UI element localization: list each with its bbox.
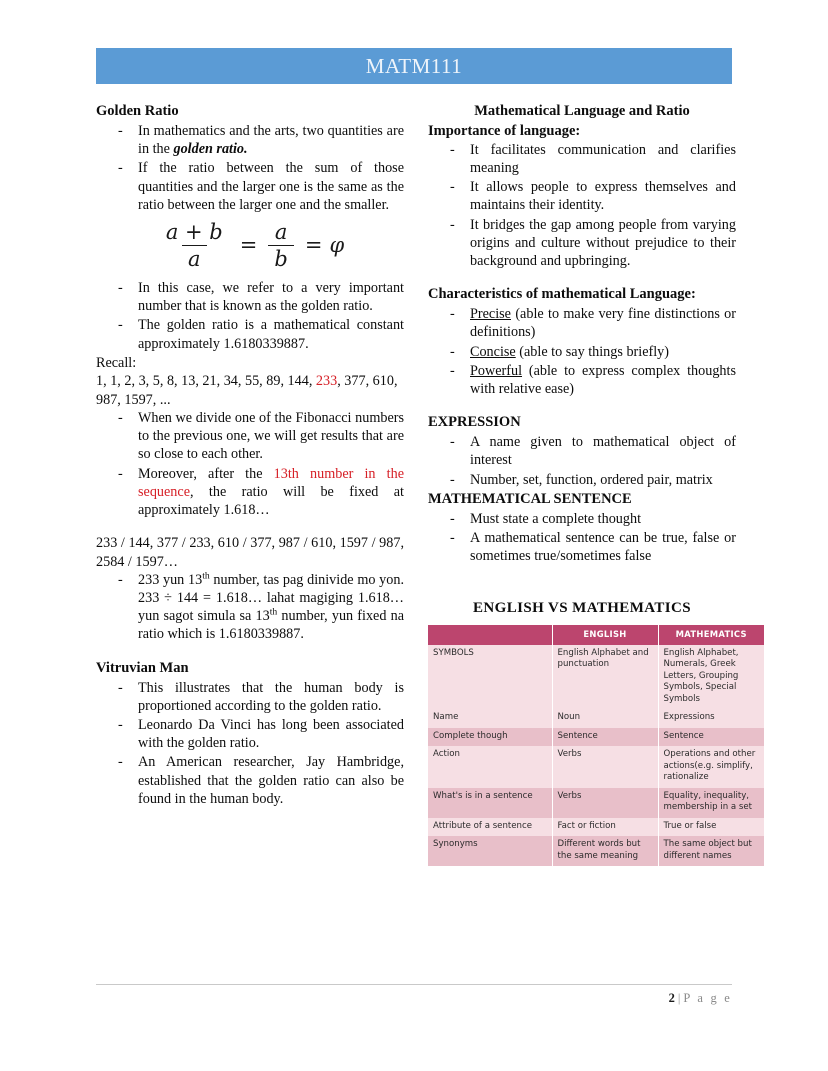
footer-page-word: P a g e bbox=[683, 991, 732, 1005]
bullet-text: In mathematics and the arts, two quantities are in the bbox=[138, 123, 404, 158]
table-cell-english: Different words but the same meaning bbox=[552, 836, 658, 866]
bullet-text-after: , the ratio will be fixed at approximately 1.618… bbox=[138, 483, 404, 518]
page-footer bbox=[96, 984, 732, 1006]
golden-ratio-formula bbox=[96, 220, 404, 271]
page-title: MATM111 bbox=[365, 53, 463, 78]
table-cell-label: Action bbox=[428, 746, 552, 788]
list-item: - Number, set, function, ordered pair, matrix bbox=[428, 471, 736, 489]
sequence-after: , 377, 610, 987, 1597, ... bbox=[96, 373, 398, 408]
two-column-body bbox=[96, 102, 756, 866]
spacer bbox=[428, 566, 736, 586]
list-item: - In this case, we refer to a very important number that is known as the golden ratio. bbox=[96, 279, 404, 315]
table-header-blank bbox=[428, 625, 552, 644]
list-item: - Leonardo Da Vinci has long been associated with the golden ratio. bbox=[96, 716, 404, 752]
vitruvian-bullets bbox=[96, 679, 404, 808]
table-cell-english: Verbs bbox=[552, 746, 658, 788]
list-item: - It bridges the gap among people from varying origins and culture without prejudice to their background and upbringing. bbox=[428, 216, 736, 271]
table-header-mathematics: MATHEMATICS bbox=[658, 625, 764, 644]
recall-label: Recall: bbox=[96, 354, 137, 371]
bullet-text: If the ratio between the sum of those quantities and the larger one is the same as the ratio between the larger one and the smaller. bbox=[138, 160, 404, 213]
table-cell-mathematics: True or false bbox=[658, 818, 764, 837]
fraction-denominator: a bbox=[182, 245, 207, 271]
table-cell-english: Verbs bbox=[552, 788, 658, 818]
term-precise: Precise bbox=[470, 306, 511, 323]
spacer bbox=[96, 520, 404, 534]
table-cell-label: Attribute of a sentence bbox=[428, 818, 552, 837]
term-powerful: Powerful bbox=[470, 362, 523, 379]
note-part-1: 233 yun 13 bbox=[138, 571, 203, 588]
table-cell-label: SYMBOLS bbox=[428, 645, 552, 710]
sequence-highlight-233: 233 bbox=[315, 373, 338, 390]
tagalog-explanation-list bbox=[96, 571, 404, 644]
table-cell-mathematics: Sentence bbox=[658, 728, 764, 747]
list-item: - This illustrates that the human body is proportioned according to the golden ratio. bbox=[96, 679, 404, 715]
fraction-a-plus-b-over-a bbox=[160, 220, 229, 271]
table-cell-label: Synonyms bbox=[428, 836, 552, 866]
equals-sign: = bbox=[239, 233, 258, 258]
list-item bbox=[428, 362, 736, 398]
term-description: (able to say things briefly) bbox=[515, 343, 669, 360]
fraction-numerator: a bbox=[274, 219, 288, 244]
table-row bbox=[428, 746, 764, 788]
table-cell-english: English Alphabet and punctuation bbox=[552, 645, 658, 710]
footer-separator: | bbox=[677, 991, 681, 1005]
fibonacci-sequence bbox=[96, 372, 404, 409]
bullet-highlight-13th-number: 13th number in the sequence bbox=[138, 465, 404, 500]
list-item bbox=[96, 465, 404, 520]
bullet-text-before: Moreover, after the bbox=[138, 465, 274, 482]
table-row bbox=[428, 645, 764, 710]
heading-characteristics-of-mathematical-language: Characteristics of mathematical Language: bbox=[428, 286, 696, 303]
note-part-3: number, yun fixed na ratio which is 1.6180339887. bbox=[138, 608, 404, 643]
table-cell-mathematics: Expressions bbox=[658, 709, 764, 728]
term-description: (able to make very fine distinctions or definitions) bbox=[470, 306, 736, 341]
term-concise: Concise bbox=[470, 343, 516, 360]
heading-vitruvian-man: Vitruvian Man bbox=[96, 659, 189, 676]
table-header-row bbox=[428, 625, 764, 644]
list-item bbox=[428, 305, 736, 341]
heading-expression: EXPRESSION bbox=[428, 414, 521, 431]
list-item: - It facilitates communication and clarifies meaning bbox=[428, 141, 736, 177]
list-item: - An American researcher, Jay Hambridge, established that the golden ratio can also be found in the human body. bbox=[96, 753, 404, 808]
table-header-english: ENGLISH bbox=[552, 625, 658, 644]
expression-bullets bbox=[428, 433, 736, 489]
spacer bbox=[428, 586, 736, 600]
table-row bbox=[428, 836, 764, 866]
table-cell-english: Sentence bbox=[552, 728, 658, 747]
table-cell-english: Noun bbox=[552, 709, 658, 728]
note-part-2: number, tas pag dinivide mo yon. 233 ÷ 144 = 1.618… lahat magiging 1.618… yun sagot simula sa 13 bbox=[138, 571, 404, 625]
table-cell-label: What's is in a sentence bbox=[428, 788, 552, 818]
heading-mathematical-language-and-ratio: Mathematical Language and Ratio bbox=[474, 103, 690, 119]
list-item: - Must state a complete thought bbox=[428, 510, 736, 528]
table-row bbox=[428, 709, 764, 728]
list-item bbox=[96, 122, 404, 158]
bullet-emphasis: golden ratio. bbox=[173, 141, 248, 158]
list-item bbox=[96, 159, 404, 214]
right-column bbox=[428, 102, 756, 866]
characteristics-bullets bbox=[428, 305, 736, 398]
sequence-before: 1, 1, 2, 3, 5, 8, 13, 21, 34, 55, 89, 144, bbox=[96, 373, 316, 390]
list-item: - The golden ratio is a mathematical constant approximately 1.6180339887. bbox=[96, 316, 404, 352]
heading-golden-ratio: Golden Ratio bbox=[96, 103, 179, 119]
table-cell-label: Name bbox=[428, 709, 552, 728]
list-item: - It allows people to express themselves and maintains their identity. bbox=[428, 178, 736, 214]
table-cell-mathematics: Equality, inequality, membership in a set bbox=[658, 788, 764, 818]
table-cell-mathematics: Operations and other actions(e.g. simplify, rationalize bbox=[658, 746, 764, 788]
spacer bbox=[428, 399, 736, 413]
spacer bbox=[96, 645, 404, 659]
table-cell-mathematics: English Alphabet, Numerals, Greek Letters, Grouping Symbols, Special Symbols bbox=[658, 645, 764, 710]
table-cell-mathematics: The same object but different names bbox=[658, 836, 764, 866]
table-cell-label: Complete though bbox=[428, 728, 552, 747]
importance-of-language-bullets bbox=[428, 141, 736, 270]
spacer bbox=[428, 271, 736, 285]
list-item bbox=[96, 571, 404, 644]
term-description: (able to express complex thoughts with relative ease) bbox=[470, 362, 736, 397]
fraction-numerator: a + b bbox=[165, 219, 223, 244]
heading-mathematical-sentence: MATHEMATICAL SENTENCE bbox=[428, 490, 632, 507]
table-row bbox=[428, 818, 764, 837]
list-item: - A name given to mathematical object of interest bbox=[428, 433, 736, 469]
table-row bbox=[428, 728, 764, 747]
table-cell-english: Fact or fiction bbox=[552, 818, 658, 837]
fraction-a-over-b bbox=[268, 220, 293, 271]
ratio-divisions-line: 233 / 144, 377 / 233, 610 / 377, 987 / 610, 1597 / 987, 2584 / 1597… bbox=[96, 535, 404, 570]
document-header-band bbox=[96, 48, 732, 84]
subheading-importance-of-language: Importance of language: bbox=[428, 123, 581, 140]
equals-sign: = bbox=[304, 233, 323, 258]
ordinal-suffix: th bbox=[202, 570, 210, 582]
table-head bbox=[428, 625, 764, 644]
golden-ratio-bullets bbox=[96, 122, 404, 214]
footer-page-number: 2 bbox=[668, 991, 675, 1005]
list-item bbox=[428, 343, 736, 361]
list-item: - A mathematical sentence can be true, false or sometimes true/sometimes false bbox=[428, 529, 736, 565]
english-vs-mathematics-table bbox=[428, 625, 764, 866]
list-item: - When we divide one of the Fibonacci numbers to the previous one, we will get results that are so close to each other. bbox=[96, 409, 404, 464]
fraction-denominator: b bbox=[268, 245, 293, 271]
phi-symbol: φ bbox=[329, 233, 345, 258]
table-body bbox=[428, 645, 764, 867]
ordinal-suffix: th bbox=[269, 606, 278, 618]
left-column bbox=[96, 102, 404, 866]
table-title-english-vs-mathematics: ENGLISH VS MATHEMATICS bbox=[472, 600, 691, 617]
mathematical-sentence-bullets bbox=[428, 510, 736, 566]
golden-ratio-bullets-2 bbox=[96, 279, 404, 353]
table-row bbox=[428, 788, 764, 818]
fibonacci-notes-bullets bbox=[96, 409, 404, 519]
